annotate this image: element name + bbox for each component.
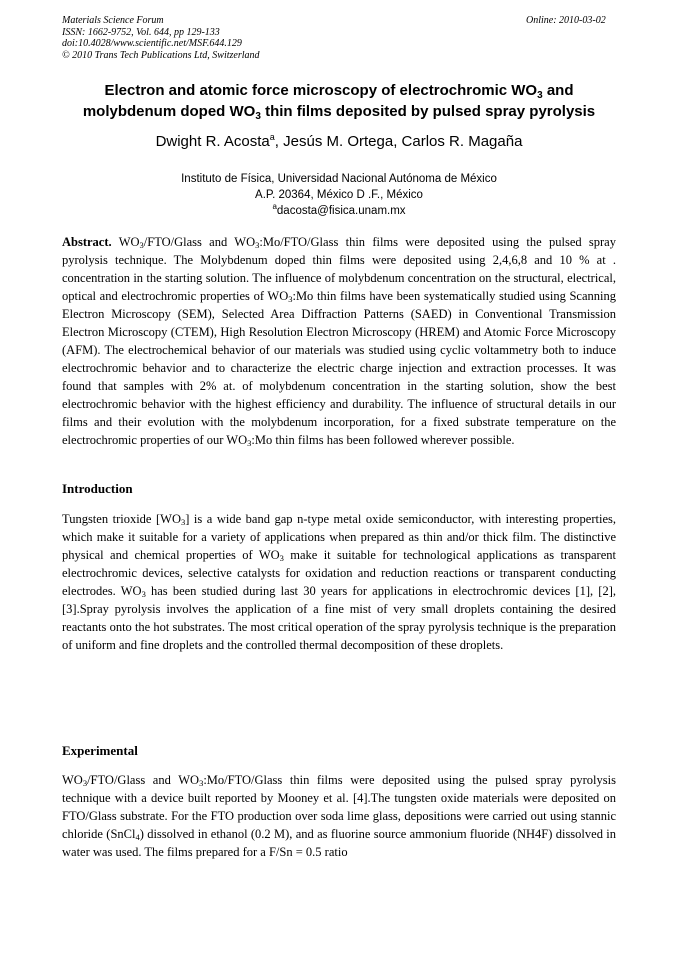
experimental-heading: Experimental [62,743,138,758]
affiliation [40,171,638,219]
online-date: Online: 2010-03-02 [526,15,606,26]
author-3: Carlos R. Magaña [401,133,523,150]
affiliation-address: A.P. 20364, México D .F., México [255,189,423,201]
doi-line: doi:10.4028/www.scientific.net/MSF.644.129 [62,38,242,49]
author-1-affil-marker: a [269,132,275,142]
journal-name: Materials Science Forum [62,15,164,26]
introduction-heading: Introduction [62,481,133,496]
paper-title [40,80,638,122]
title-line-2: molybdenum doped $WO_3$ thin films deposited by pulsed spray pyrolysis [82,103,596,122]
author-list: Dwight R. Acosta$^a$, Jesús M. Ortega, Carlos R. Magaña [155,132,523,150]
issn-line: ISSN: 1662-9752, Vol. 644, pp 129-133 [62,26,220,38]
affiliation-email: $^a$dacosta@fisica.unam.mx [272,202,406,217]
experimental-body: $WO_3/FTO$/Glass and $WO_3:Mo/FTO$/Glass thin films were deposited using the pulsed spray pyrolysis technique with a device built reported by Mooney et al. [4].The tungsten oxide materials were deposited on FTO/Glass substrate. For the FTO production over soda lime glass, depositions were carried out using stannic chloride (SnCl$_4$) dissolved in ethanol (0.2 M), and as fluorine source ammonium fluoride (NH4F) dissolved in water was used. The films prepared for a F/Sn = 0.5 ratio [62,773,616,859]
author-2: Jesús M. Ortega [283,133,394,150]
journal-header [62,15,260,61]
introduction-body: Tungsten trioxide $[WO_3]$ is a wide band gap n-type metal oxide semiconductor, with interesting properties, which make it suitable for a variety of applications when prepared as thin and/or thick film. The distinctive physical and chemical properties of $WO_3$ make it suitable for technological applications as transparent electrochromic devices, selective catalysts for oxidation and reduction reactions or transparent conducting electrodes. $WO_3$ has been studied during last 30 years for applications in electrochromic devices [1], [2],[3].Spray pyrolysis involves the application of a fine mist of very small droplets containing the desired reactants onto the hot substrates. The most critical operation of the spray pyrolysis technique is the preparation of uniform and fine droplets and the controlled thermal decomposition of these droplets. [62,512,616,652]
affiliation-institute: Instituto de Física, Universidad Nacional Autónoma de México [181,173,497,185]
title-line-1: Electron and atomic force microscopy of electrochromic $WO_3$ and [104,82,574,101]
abstract-label: Abstract. [62,235,112,249]
author-1: Dwight R. Acosta [155,133,270,150]
abstract: Abstract. $WO_3/FTO$/Glass and $WO_3:Mo/FTO$/Glass thin films were deposited using the pulsed spray pyrolysis technique. The Molybdenum doped thin films were deposited using 2,4,6,8 and 10 % at . concentration in the starting solution. The influence of molybdenum concentration on the structural, electrical, optical and electrochromic properties of $WO_3:Mo$ thin films have been systematically studied using Scanning Electron Microscopy (SEM), Selected Area Diffraction Patterns (SAED) in Conventional Transmission Electron Microscopy (CTEM), High Resolution Electron Microscopy (HREM) and Atomic Force Microscopy (AFM). The electrochemical behavior of our materials was studied using cyclic voltammetry both to induce electrochromic behavior and to characterize the electric charge injection and extraction processes. It was found that samples with 2% at. of molybdenum concentration in the starting solution, show the best electrochromic behavior with the highest efficiency and durability. The influence of structural details in our films and their evolution with the molybdenum incorporation, for a fixed substrate temperature on the electrochromic properties of our $WO_3:Mo$ thin films has been followed wherever possible. [62,235,616,448]
copyright-line: © 2010 Trans Tech Publications Ltd, Switzerland [62,49,260,61]
